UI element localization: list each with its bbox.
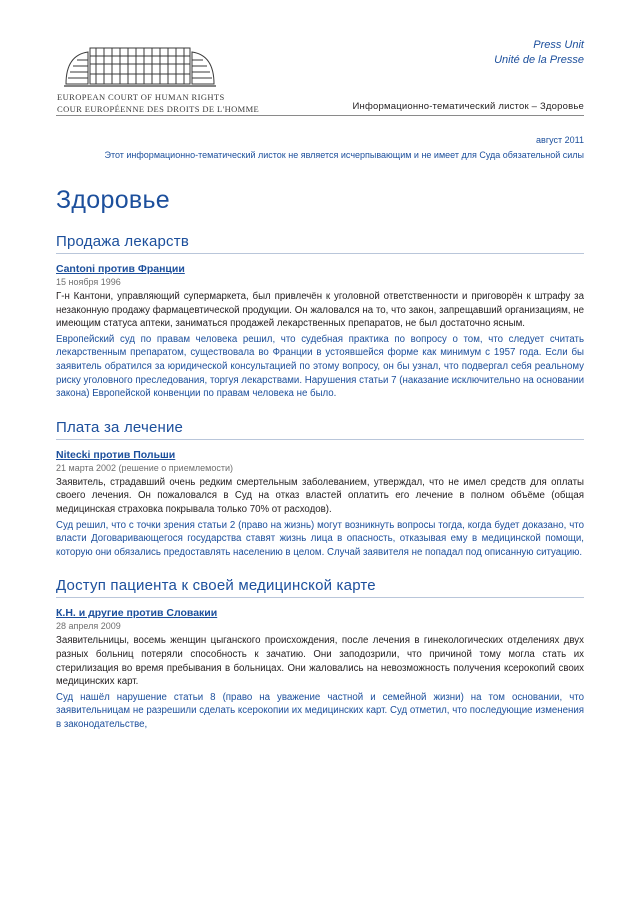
case-date: 15 ноября 1996 [56,277,121,287]
section-treatment-payment [56,419,584,560]
case-paragraph: Заявительницы, восемь женщин цыганского происхождения, после лечения в гинекологических отделениях двух разных больниц потеряли способность к зачатию. Они заподозрили, что причиной тому могла стать их стерилизация во время пребывания в больницах. Они жаловались на невозможность получения ксерокопий своих медицинских карт. [56,635,584,688]
page-title: Здоровье [56,186,171,214]
court-building-emblem-icon [64,44,216,90]
document-header [56,28,584,116]
case-paragraph: Г-н Кантони, управляющий супермаркета, был привлечён к уголовной ответственности и приговорён к штрафу за незаконную продажу фармацевтической продукции. Он жаловался на то, что закон, запрещавший организациям, не имеющим статуса аптеки, заниматься продажей лекарственных препаратов, не был достаточно ясным. [56,291,584,330]
case-paragraph-ruling: Суд решил, что с точки зрения статьи 2 (право на жизнь) могут возникнуть вопросы тогда, когда будет доказано, что власти Договаривающегося государства ставят жизнь лица в опасность, отказывая ему в медицинской помощи, которую они обязались предоставлять населению в целом. Случай заявителя не попадал под описанную ситуацию. [56,519,584,558]
case-paragraph-ruling: Суд нашёл нарушение статьи 8 (право на уважение частной и семейной жизни) на том основании, что заявительницам не разрешили сделать ксерокопии их медицинских карт. Суд отметил, что последующие изменения в законодательстве, [56,691,584,730]
case-date: 21 марта 2002 (решение о приемлемости) [56,462,233,473]
section-heading: Продажа лекарств [56,233,584,254]
document-meta [56,134,584,162]
case-entry [56,263,584,401]
case-date: 28 апреля 2009 [56,621,121,632]
case-paragraph-ruling: Европейский суд по правам человека решил, что судебная практика по вопросу о том, что следует считать лекарственным препаратом, существовала во Франции в устоявшейся форме как минимум с 1957 года. Если бы заявитель обратился за юридической консультацией по этому вопросу, он бы узнал, что подвергал себя реальному риску уголовного преследования, торгуя лекарствами. Нарушения статьи 7 (наказание исключительно на основании закона) Европейской конвенции по правам человека не было. [56,333,584,400]
header-divider [56,115,584,116]
case-name-link[interactable]: Cantoni против Франции [56,263,185,275]
section-medical-record-access [56,577,584,731]
publication-date: август 2011 [536,135,584,145]
press-unit-en: Press Unit [533,39,584,51]
case-name-link[interactable]: Nitecki против Польши [56,448,176,461]
court-logo [56,44,316,114]
case-name-link[interactable]: К.Н. и другие против Словакии [56,607,218,620]
press-unit-fr: Unité de la Presse [494,54,584,66]
factsheet-label: Информационно-тематический листок – Здоровье [352,101,584,112]
press-unit-block [494,38,584,68]
case-entry [56,449,584,560]
case-paragraph: Заявитель, страдавший очень редким смертельным заболеванием, утверждал, что не имел средств для оплаты своего лечения. Он пожаловался в Суд на отказ властей оплатить его лечение в полном объёме (общая медицинская страховка покрывала только 70% от расходов). [56,476,584,515]
disclaimer-text: Этот информационно-тематический листок не является исчерпывающим и не имеет для Суда обязательной силы [104,150,584,160]
court-name-fr: COUR EUROPÉENNE DES DROITS DE L'HOMME [57,103,260,114]
case-entry [56,607,584,731]
section-heading: Доступ пациента к своей медицинской карте [56,577,584,598]
section-heading: Плата за лечение [56,419,584,440]
section-medicine-sales [56,233,584,401]
court-name-en: EUROPEAN COURT OF HUMAN RIGHTS [57,92,225,102]
